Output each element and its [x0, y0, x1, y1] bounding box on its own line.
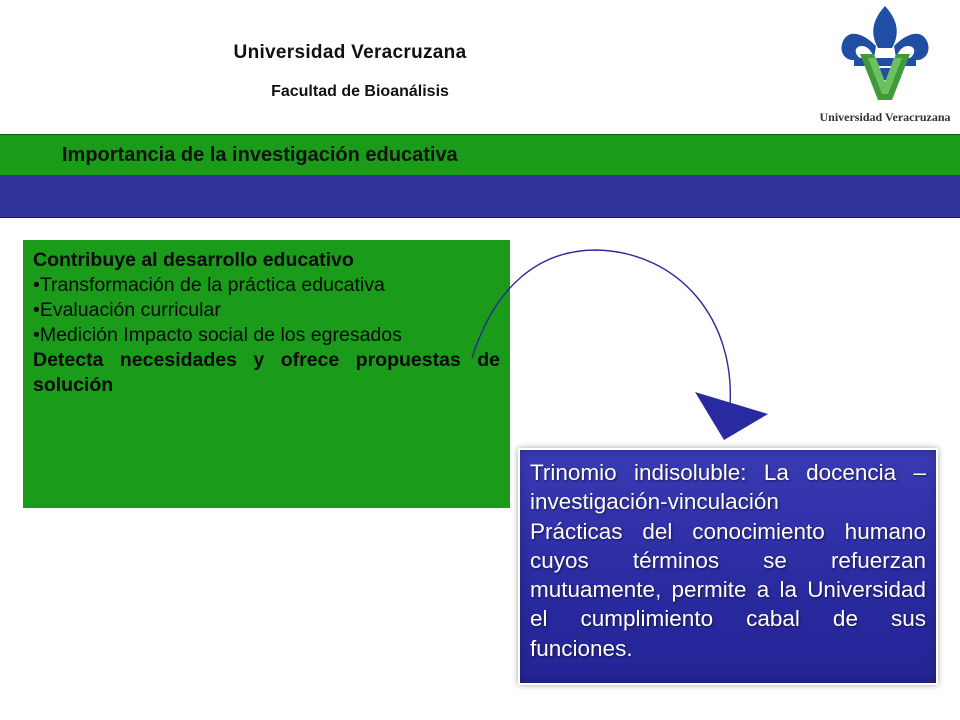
trinomio-body: Prácticas del conocimiento humano cuyos términos se refuerzan mutuamente, permite a la Universidad el cumplimiento cabal de sus funciones.: [530, 518, 926, 661]
university-logo: [810, 0, 960, 130]
page-title: Importancia de la investigación educativa: [62, 144, 458, 166]
bullet-item: •Transformación de la práctica educativa: [33, 273, 385, 296]
trinomio-box: [518, 448, 938, 685]
logo-caption: Universidad Veracruzana: [819, 110, 951, 124]
bullet-item: •Medición Impacto social de los egresados: [33, 323, 402, 346]
bullet-item: •Evaluación curricular: [33, 298, 221, 321]
arrow-head-icon: [695, 392, 768, 440]
blue-band: [0, 175, 960, 218]
closing-statement: Detecta necesidades y ofrece propuestas de solución: [33, 348, 500, 396]
contributions-heading: Contribuye al desarrollo educativo: [33, 249, 354, 271]
university-title: Universidad Veracruzana: [233, 42, 467, 63]
trinomio-heading: Trinomio indisoluble: La docencia – investigación-vinculación: [530, 460, 926, 515]
faculty-title: Facultad de Bioanálisis: [271, 83, 449, 100]
contributions-box: [23, 240, 510, 508]
title-banner: [0, 134, 960, 176]
fleur-de-lis-icon: [810, 0, 960, 110]
